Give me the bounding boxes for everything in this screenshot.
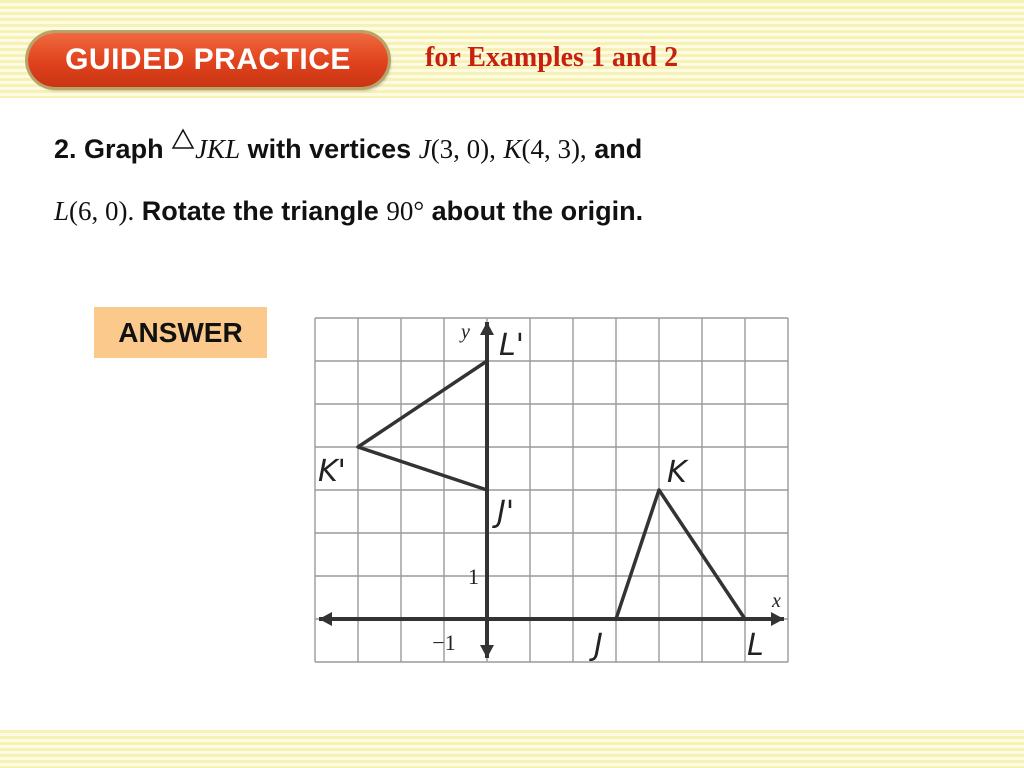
rotation-angle: 90° [386, 196, 425, 226]
vertex-label-k: K [667, 455, 687, 490]
and-word: and [594, 134, 643, 164]
vertex-k-coords: (4, 3), [521, 134, 587, 164]
vertex-label-j: J [594, 628, 603, 663]
examples-subtitle: for Examples 1 and 2 [425, 42, 679, 73]
y-axis-arrow-top [480, 322, 494, 335]
x-axis-arrow-left [319, 612, 332, 626]
problem-line-1 [54, 134, 642, 165]
triangle-icon [171, 128, 195, 150]
triangle-jkl-prime [358, 361, 487, 490]
vertex-label-l-prime: L' [499, 328, 524, 363]
tick-label-y: 1 [468, 564, 479, 589]
answer-box [94, 307, 267, 358]
x-axis-label: x [772, 590, 781, 612]
about-origin-text: about the origin. [431, 196, 644, 226]
vertex-label-j-prime: J' [497, 495, 515, 530]
vertex-l-coords: (6, 0). [69, 196, 135, 226]
problem-number: 2. [54, 134, 77, 164]
y-axis-label: y [461, 321, 470, 343]
vertex-l-label: L [54, 196, 70, 226]
graph-word: Graph [84, 134, 164, 164]
with-vertices-text: with vertices [247, 134, 412, 164]
coordinate-graph [300, 300, 810, 675]
footer-band [0, 730, 1024, 768]
triangle-jkl [616, 490, 745, 619]
tick-label-x: −1 [432, 630, 456, 655]
guided-practice-label: GUIDED PRACTICE [65, 43, 351, 76]
vertex-k-label: K [503, 134, 522, 164]
vertex-label-k-prime: K' [318, 454, 346, 489]
y-axis-arrow-bottom [480, 645, 494, 658]
vertex-j-label: J [418, 134, 431, 164]
vertex-j-coords: (3, 0), [430, 134, 496, 164]
vertex-label-l: L [747, 628, 764, 663]
rotate-text: Rotate the triangle [141, 196, 379, 226]
triangle-name: JKL [195, 134, 241, 164]
problem-line-2 [54, 196, 643, 227]
guided-practice-badge [28, 33, 388, 87]
x-axis-arrow-right [771, 612, 784, 626]
answer-label: ANSWER [118, 316, 243, 348]
